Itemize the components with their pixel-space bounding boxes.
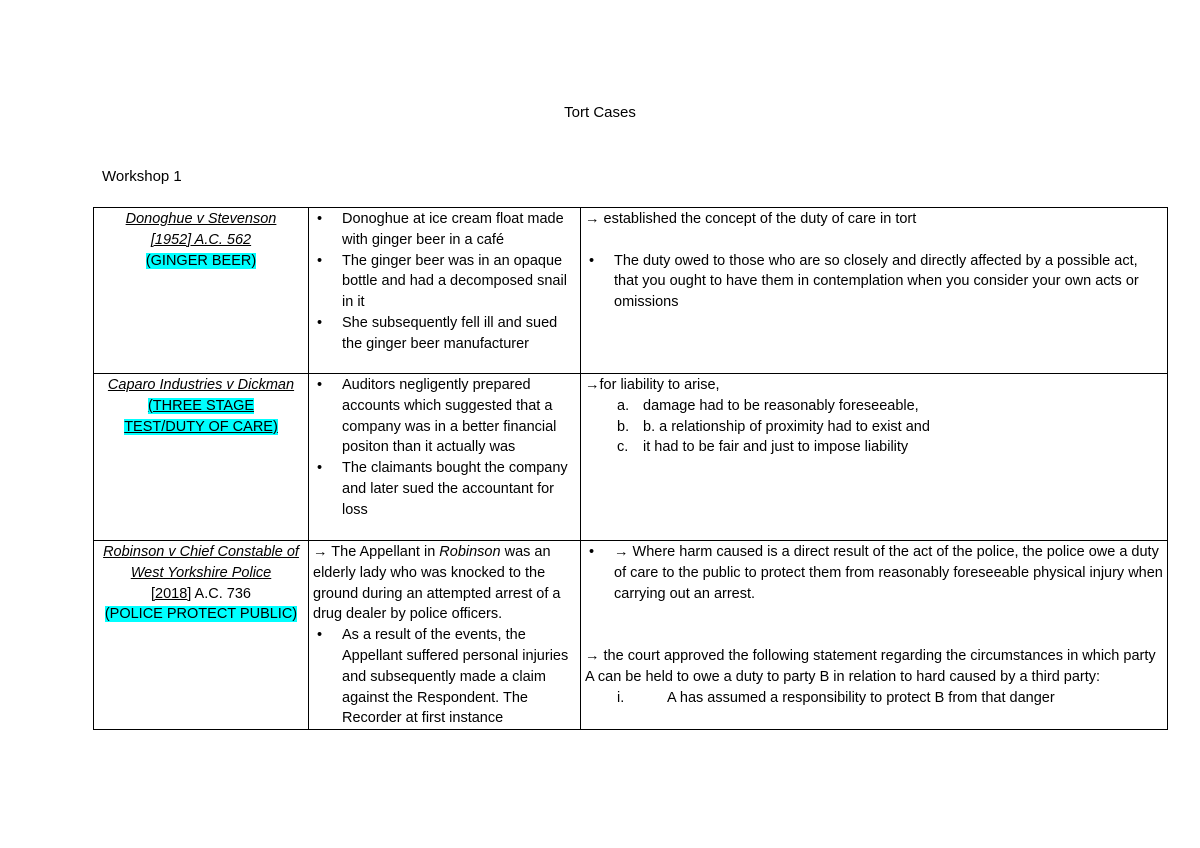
facts-cell: [309, 541, 581, 730]
facts-cell: [309, 374, 581, 541]
list-item: • The duty owed to those who are so closely and directly affected by a possible act, that you ought to have them in contemplation when you consider your own acts or omissions: [585, 251, 1163, 313]
list-item: • Donoghue at ice cream float made with ginger beer in a café: [313, 209, 576, 251]
list-item: • As a result of the events, the Appellant suffered personal injuries and subsequently made a claim against the Respondent. The Recorder at first instance: [313, 625, 576, 729]
list-item: • → Where harm caused is a direct result of the act of the police, the police owe a duty of care to the public to protect them from reasonably foreseeable physical injury when carrying out an arrest.: [585, 542, 1163, 604]
principle-cell: [581, 374, 1168, 541]
facts-intro: → The Appellant in Robinson was an elderly lady who was knocked to the ground during an attempted arrest of a drug dealer by police officers.: [313, 544, 561, 623]
list-item: i. A has assumed a responsibility to protect B from that danger: [617, 689, 1055, 706]
case-name: Caparo Industries v Dickman: [107, 377, 295, 393]
list-item: • Auditors negligently prepared accounts which suggested that a company was in a better financial positon than it actually was: [313, 375, 576, 458]
case-tag: (POLICE PROTECT PUBLIC): [104, 606, 298, 623]
case-name: Donoghue v Stevenson: [125, 211, 277, 227]
workshop-heading: Workshop 1: [102, 168, 182, 185]
principle-second: → the court approved the following statement regarding the circumstances in which party A can be held to owe a duty to party B in relation to hard caused by a third party:: [585, 647, 1156, 685]
page-title: Tort Cases: [564, 104, 636, 121]
principle-intro: → established the concept of the duty of care in tort: [585, 211, 917, 227]
case-tag: (GINGER BEER): [145, 252, 257, 269]
case-citation: [1952] A.C. 562: [150, 231, 252, 248]
principle-intro: →for liability to arise,: [585, 377, 720, 393]
case-cell: [94, 374, 309, 541]
case-citation: [2018] A.C. 736: [151, 585, 251, 602]
table-row: [94, 541, 1168, 730]
list-item: b. b. a relationship of proximity had to exist and: [617, 418, 930, 435]
list-item: a. damage had to be reasonably foreseeable,: [617, 397, 919, 414]
principle-cell: [581, 208, 1168, 374]
list-item: • The ginger beer was in an opaque bottle and had a decomposed snail in it: [313, 251, 576, 313]
list-item: • The claimants bought the company and later sued the accountant for loss: [313, 458, 576, 520]
facts-cell: [309, 208, 581, 374]
case-cell: [94, 541, 309, 730]
table-row: [94, 374, 1168, 541]
list-item: c. it had to be fair and just to impose liability: [617, 439, 909, 456]
table-row: [94, 208, 1168, 374]
case-cell: [94, 208, 309, 374]
case-name: Robinson v Chief Constable of West Yorkshire Police: [103, 544, 299, 581]
list-item: • She subsequently fell ill and sued the ginger beer manufacturer: [313, 313, 576, 355]
cases-table: [93, 207, 1168, 730]
principle-cell: [581, 541, 1168, 730]
case-tag: (THREE STAGE TEST/DUTY OF CARE): [124, 397, 278, 435]
